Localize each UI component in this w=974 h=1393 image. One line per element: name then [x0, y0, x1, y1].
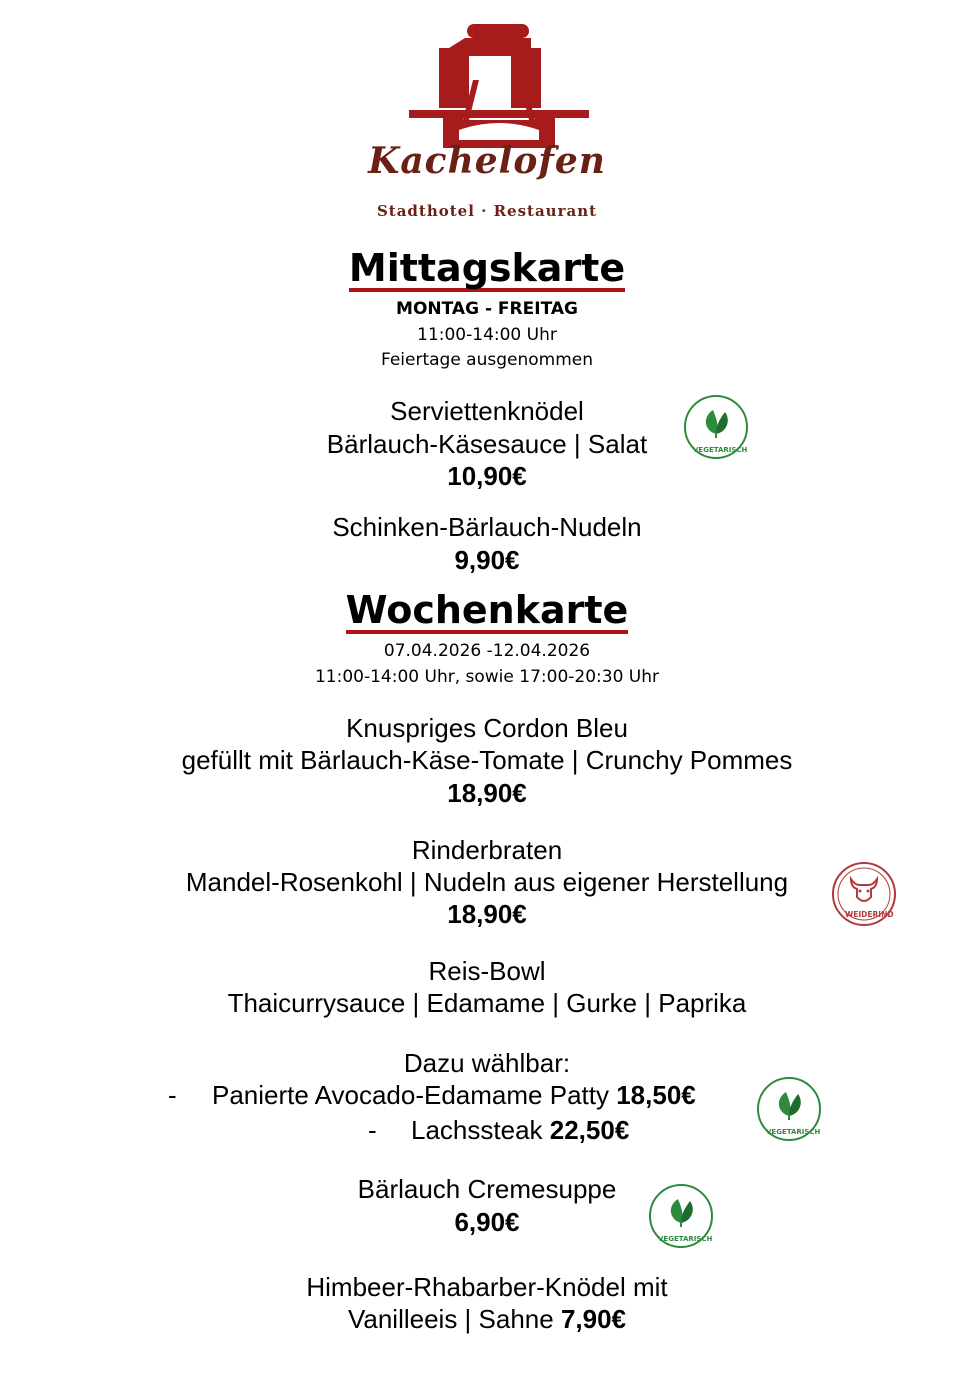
dish-line: Mandel-Rosenkohl | Nudeln aus eigener Herstellung	[185, 867, 789, 897]
vegetarisch-badge-icon	[756, 1076, 822, 1142]
dish-line: Reis-Bowl	[428, 956, 546, 986]
mittagskarte-hours: 11:00-14:00 Uhr	[417, 325, 557, 345]
dish-line: gefüllt mit Bärlauch-Käse-Tomate | Crunchy Pommes	[181, 745, 793, 775]
mittagskarte-note: Feiertage ausgenommen	[380, 350, 594, 370]
option-text: Lachssteak	[411, 1115, 543, 1145]
dish-line: Rinderbraten	[411, 835, 563, 865]
dish-price: 7,90€	[560, 1304, 627, 1334]
dish-line: Schinken-Bärlauch-Nudeln	[332, 512, 642, 542]
dish-line: Himbeer-Rhabarber-Knödel mit	[306, 1272, 668, 1302]
badge-text: VEGETARISCH	[658, 1235, 713, 1243]
option-line	[212, 1079, 696, 1112]
badge-text: WEIDERIND	[845, 910, 894, 919]
bullet-dash: -	[368, 1115, 377, 1145]
dish-price: 6,90€	[454, 1207, 520, 1237]
mittagskarte-title: Mittagskarte	[348, 246, 626, 290]
mittagskarte-days: MONTAG - FREITAG	[396, 299, 578, 319]
option-price: 22,50€	[549, 1115, 630, 1145]
dish-line: Dazu wählbar:	[403, 1048, 571, 1078]
bullet-dash: -	[168, 1080, 177, 1110]
badge-text: VEGETARISCH	[693, 446, 748, 454]
vegetarisch-badge-icon	[683, 394, 749, 460]
dish-text: Vanilleeis | Sahne	[347, 1304, 554, 1334]
badge-text: VEGETARISCH	[766, 1128, 821, 1136]
dish-line: Knuspriges Cordon Bleu	[346, 713, 628, 743]
brand-subtitle: Stadthotel · Restaurant	[376, 202, 598, 220]
wochenkarte-dates: 07.04.2026 -12.04.2026	[383, 641, 591, 661]
dish-price: 18,90€	[447, 899, 527, 929]
dish-line	[0, 1303, 974, 1336]
dish-line: Bärlauch Cremesuppe	[357, 1174, 617, 1204]
dish-price: 18,90€	[447, 778, 527, 808]
wochenkarte-title: Wochenkarte	[345, 588, 629, 632]
option-text: Panierte Avocado-Edamame Patty	[212, 1080, 609, 1110]
vegetarisch-badge-icon	[648, 1183, 714, 1249]
brand-name: Kachelofen	[368, 140, 606, 182]
dish-price: 9,90€	[454, 545, 520, 575]
dish-line: Bärlauch-Käsesauce | Salat	[326, 429, 648, 459]
kachelofen-logo	[395, 22, 605, 232]
wochenkarte-hours: 11:00-14:00 Uhr, sowie 17:00-20:30 Uhr	[314, 667, 659, 687]
option-price: 18,50€	[616, 1080, 696, 1110]
dish-line: Serviettenknödel	[390, 396, 584, 426]
weiderind-badge-icon	[831, 861, 897, 927]
dish-line: Thaicurrysauce | Edamame | Gurke | Paprika	[227, 988, 747, 1018]
option-line	[411, 1114, 629, 1147]
dish-price: 10,90€	[447, 461, 527, 491]
